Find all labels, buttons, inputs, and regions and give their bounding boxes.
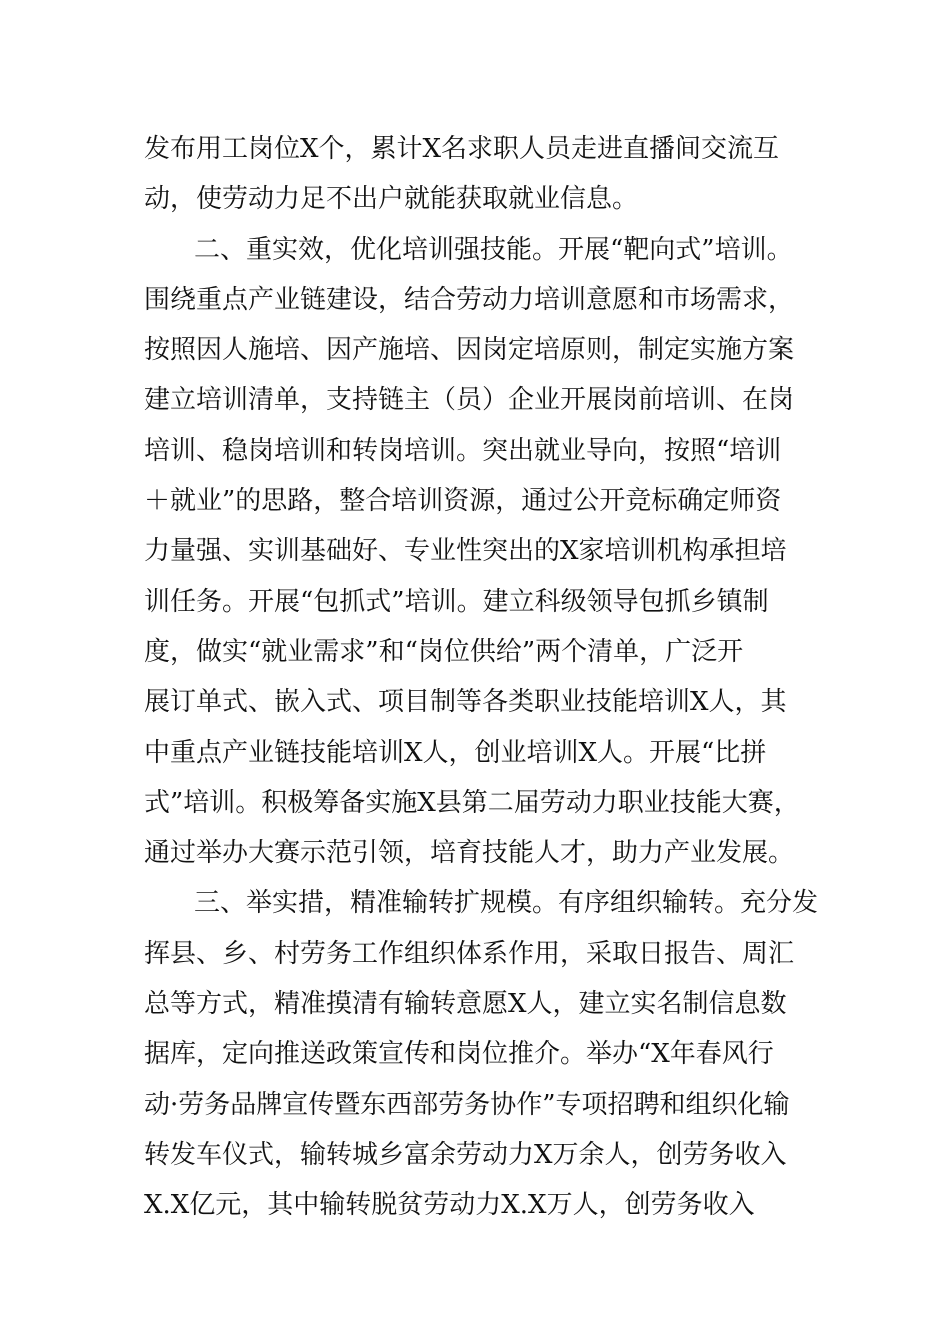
text-line: 转发车仪式，输转城乡富余劳动力X万余人，创劳务收入 xyxy=(144,1139,787,1170)
text-line: 式”培训。积极筹备实施X县第二届劳动力职业技能大赛， xyxy=(144,787,800,818)
text-line: 训任务。开展“包抓式”培训。建立科级领导包抓乡镇制 xyxy=(144,586,769,617)
text-line: 培训、稳岗培训和转岗培训。突出就业导向，按照“培训 xyxy=(144,435,782,466)
text-line: 建立培训清单，支持链主（员）企业开展岗前培训、在岗 xyxy=(144,385,795,416)
text-line: 挥县、乡、村劳务工作组织体系作用，采取日报告、周汇 xyxy=(144,938,795,969)
text-line: ＋就业”的思路，整合培训资源，通过公开竞标确定师资 xyxy=(144,486,782,517)
text-line: 动，使劳动力足不出户就能获取就业信息。 xyxy=(144,184,639,215)
text-line: 力量强、实训基础好、专业性突出的X家培训机构承担培 xyxy=(144,536,787,567)
text-line: 围绕重点产业链建设，结合劳动力培训意愿和市场需求， xyxy=(144,284,795,315)
text-line: 发布用工岗位X个，累计X名求职人员走进直播间交流互 xyxy=(144,134,780,164)
section-heading-line: 二、重实效，优化培训强技能。开展“靶向式”培训。 xyxy=(194,234,793,265)
text-line: 动·劳务品牌宣传暨东西部劳务协作”专项招聘和组织化输 xyxy=(144,1089,790,1120)
text-line: 通过举办大赛示范引领，培育技能人才，助力产业发展。 xyxy=(144,838,795,869)
text-line: 展订单式、嵌入式、项目制等各类职业技能培训X人，其 xyxy=(144,687,787,718)
text-line: X.X亿元，其中输转脱贫劳动力X.X万人，创劳务收入 xyxy=(144,1190,755,1221)
text-line: 按照因人施培、因产施培、因岗定培原则，制定实施方案 xyxy=(144,335,795,366)
body-text xyxy=(144,124,824,1231)
text-line: 据库，定向推送政策宣传和岗位推介。举办“X年春风行 xyxy=(144,1039,774,1070)
text-line: 总等方式，精准摸清有输转意愿X人，建立实名制信息数 xyxy=(144,989,787,1020)
text-line: 度，做实“就业需求”和“岗位供给”两个清单，广泛开 xyxy=(144,636,744,667)
text-line: 中重点产业链技能培训X人，创业培训X人。开展“比拼 xyxy=(144,737,767,768)
section-heading-line: 三、举实措，精准输转扩规模。有序组织输转。充分发 xyxy=(194,888,819,919)
